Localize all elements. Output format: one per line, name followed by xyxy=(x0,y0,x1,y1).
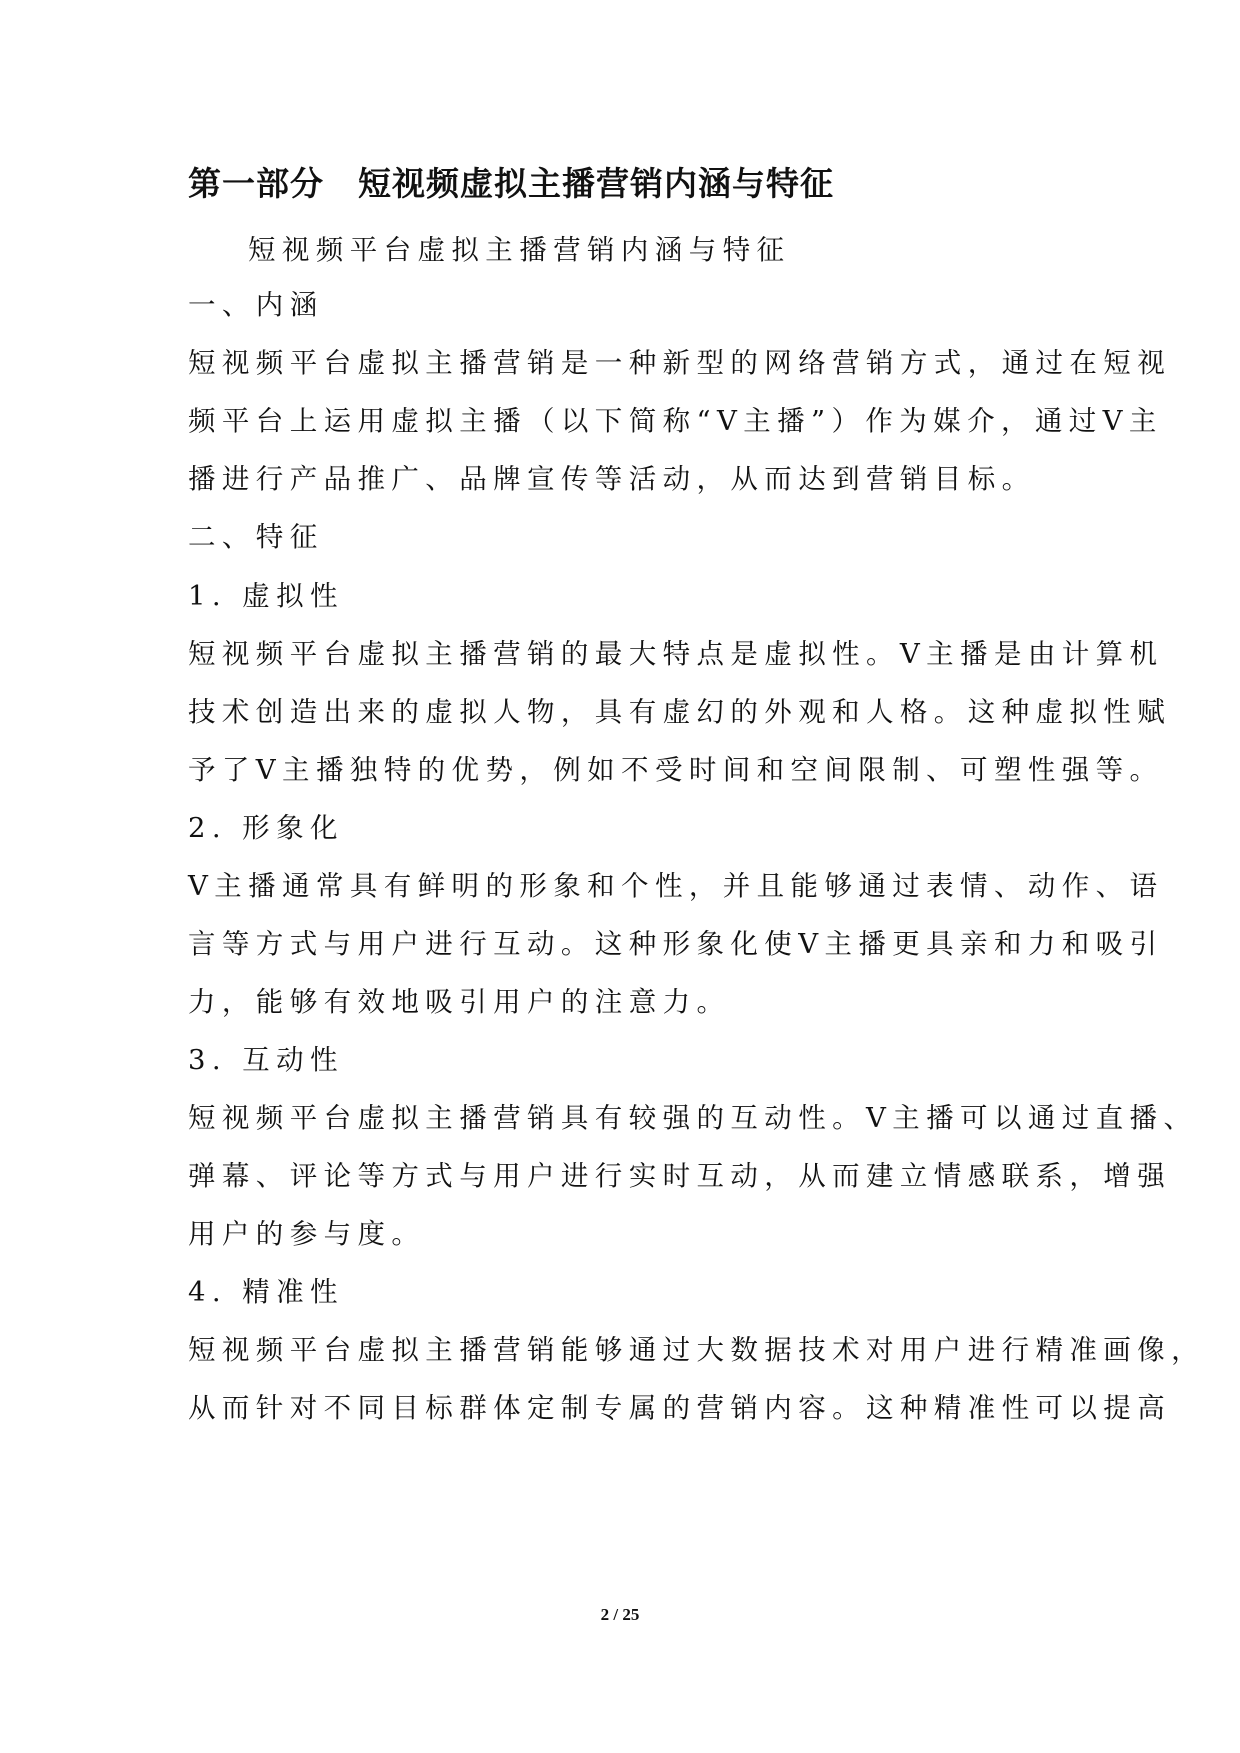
text-line: 播进行产品推广、品牌宣传等活动，从而达到营销目标。 xyxy=(188,463,1036,495)
section-heading: 第一部分 短视频虚拟主播营销内涵与特征 xyxy=(188,164,834,203)
text-line: 用户的参与度。 xyxy=(188,1218,426,1250)
text-line: 短视频平台虚拟主播营销具有较强的互动性。V主播可以通过直播、 xyxy=(188,1102,1198,1134)
text-line: 3. 互动性 xyxy=(188,1044,344,1076)
text-line: 一、内涵 xyxy=(188,289,324,321)
text-line: 短视频平台虚拟主播营销是一种新型的网络营销方式，通过在短视 xyxy=(188,347,1172,379)
text-line: 2. 形象化 xyxy=(188,812,344,844)
text-line: 技术创造出来的虚拟人物，具有虚幻的外观和人格。这种虚拟性赋 xyxy=(188,696,1172,728)
subtitle: 短视频平台虚拟主播营销内涵与特征 xyxy=(248,234,791,266)
text-line: 短视频平台虚拟主播营销能够通过大数据技术对用户进行精准画像， xyxy=(188,1334,1205,1366)
text-line: 4. 精准性 xyxy=(188,1276,344,1308)
text-line: 1. 虚拟性 xyxy=(188,580,344,612)
text-line: 二、特征 xyxy=(188,521,324,553)
text-line: 言等方式与用户进行互动。这种形象化使V主播更具亲和力和吸引 xyxy=(188,928,1164,960)
page-number: 2 / 25 xyxy=(600,1605,640,1624)
text-line: 短视频平台虚拟主播营销的最大特点是虚拟性。V主播是由计算机 xyxy=(188,638,1164,670)
text-line: 从而针对不同目标群体定制专属的营销内容。这种精准性可以提高 xyxy=(188,1392,1172,1424)
text-line: 弹幕、评论等方式与用户进行实时互动，从而建立情感联系，增强 xyxy=(188,1160,1172,1192)
text-line: V主播通常具有鲜明的形象和个性，并且能够通过表情、动作、语 xyxy=(188,870,1164,902)
text-line: 频平台上运用虚拟主播（以下简称“V主播”）作为媒介，通过V主 xyxy=(188,405,1163,437)
text-line: 力，能够有效地吸引用户的注意力。 xyxy=(188,986,731,1018)
text-line: 予了V主播独特的优势，例如不受时间和空间限制、可塑性强等。 xyxy=(188,754,1164,786)
